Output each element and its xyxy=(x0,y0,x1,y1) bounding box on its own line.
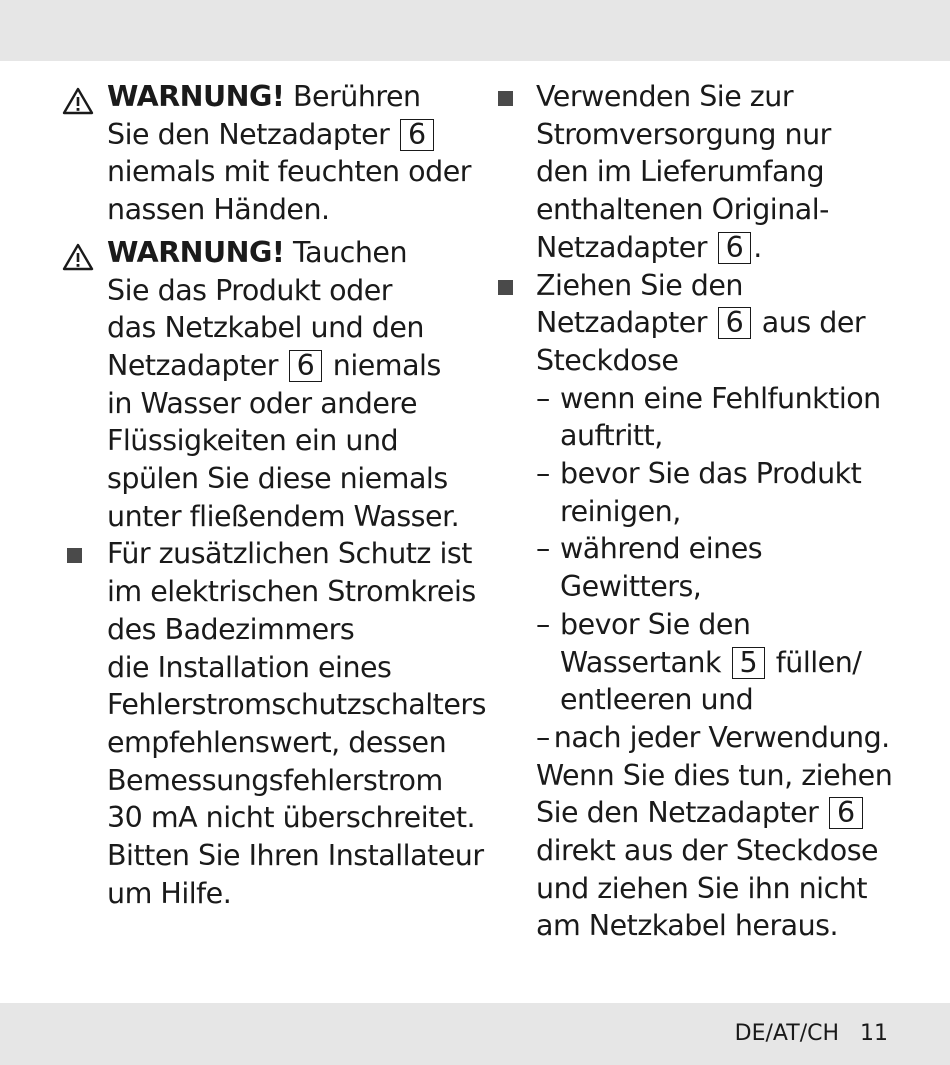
text-line: unter fließendem Wasser. xyxy=(107,499,460,533)
dash-marker: – xyxy=(536,607,550,641)
part-reference: 5 xyxy=(732,647,766,679)
warning-label: WARNUNG! xyxy=(107,235,285,269)
dash-list-item xyxy=(536,606,889,719)
warning-water xyxy=(60,234,460,536)
part-reference: 6 xyxy=(400,119,434,151)
bullet-rcd-protection xyxy=(60,535,486,912)
text-line: in Wasser oder andere xyxy=(107,386,417,420)
dash-list-item xyxy=(536,530,889,605)
text-line: auftritt, xyxy=(560,419,663,453)
warning-label: WARNUNG! xyxy=(107,80,285,113)
text-line: 30 mA nicht überschreitet. xyxy=(107,801,476,835)
text-line: den im Lieferumfang xyxy=(536,155,825,189)
dash-list-item xyxy=(536,380,889,455)
warning-line: WARNUNG! Berühren xyxy=(107,80,421,113)
top-bar xyxy=(0,0,950,61)
warning-line: WARNUNG! Tauchen xyxy=(107,235,408,269)
bullet-original-adapter xyxy=(494,78,889,267)
text-line: entleeren und xyxy=(560,683,754,717)
part-reference: 6 xyxy=(718,307,752,339)
region-code: DE/AT/CH xyxy=(734,1021,840,1046)
bullet-square-icon xyxy=(67,548,82,563)
bullet-square-icon xyxy=(498,91,513,106)
text-line: während eines xyxy=(560,532,763,566)
bullet-unplug-adapter xyxy=(494,267,893,946)
part-reference: 6 xyxy=(829,797,863,829)
text-line: Wassertank 5 füllen/ xyxy=(560,645,862,679)
text-line: Sie den Netzadapter 6 xyxy=(536,794,889,832)
text-line: Flüssigkeiten ein und xyxy=(107,424,399,458)
text-line: um Hilfe. xyxy=(107,876,232,910)
text-line: des Badezimmers xyxy=(107,612,355,646)
text-line: enthaltenen Original- xyxy=(536,193,829,227)
text-line: Steckdose xyxy=(536,343,679,377)
text-line: Sie den Netzadapter 6 xyxy=(107,116,460,154)
text-line: Bitten Sie Ihren Installateur xyxy=(107,839,484,873)
text-line: bevor Sie den xyxy=(560,607,751,641)
part-reference: 6 xyxy=(718,232,752,264)
warning-icon xyxy=(62,243,94,271)
bullet-square-icon xyxy=(498,280,513,295)
text-line: Netzadapter 6 niemals xyxy=(107,348,441,382)
right-column xyxy=(494,78,893,945)
text-line: Verwenden Sie zur xyxy=(536,80,794,113)
text-line: im elektrischen Stromkreis xyxy=(107,575,476,609)
text-line: Wenn Sie dies tun, ziehen xyxy=(536,758,893,792)
text-line: direkt aus der Steckdose xyxy=(536,834,879,868)
dash-marker: – xyxy=(536,457,550,491)
text-line: reinigen, xyxy=(560,494,681,528)
text-line: Sie das Produkt oder xyxy=(107,273,392,307)
text-line: Ziehen Sie den xyxy=(536,268,743,302)
text-line: Netzadapter 6 aus der xyxy=(536,306,866,340)
text-line: Gewitters, xyxy=(560,570,702,604)
text-line: die Installation eines xyxy=(107,650,392,684)
text-line: und ziehen Sie ihn nicht xyxy=(536,871,868,905)
left-column xyxy=(60,78,486,912)
text-line: Für zusätzlichen Schutz ist xyxy=(107,537,472,571)
text-line: das Netzkabel und den xyxy=(107,311,424,345)
text-line: nassen Händen. xyxy=(107,193,330,227)
warning-icon xyxy=(62,87,94,115)
part-reference: 6 xyxy=(289,350,323,382)
dash-marker: – xyxy=(536,532,550,566)
text-line: am Netzkabel heraus. xyxy=(536,909,839,943)
text-line: bevor Sie das Produkt xyxy=(560,457,862,491)
dash-list-item xyxy=(536,455,889,530)
text-line: – nach jeder Verwendung. xyxy=(536,720,890,754)
text-line: Netzadapter 6 . xyxy=(536,230,762,264)
text-line: Fehlerstromschutzschalters xyxy=(107,688,486,722)
text-line: niemals mit feuchten oder xyxy=(107,155,471,189)
warning-wet-hands xyxy=(60,78,471,229)
dash-list-item xyxy=(536,719,889,757)
text-line: wenn eine Fehlfunktion xyxy=(560,381,881,415)
text-line: Bemessungsfehlerstrom xyxy=(107,763,443,797)
text-line: Stromversorgung nur xyxy=(536,117,831,151)
dash-marker: – xyxy=(536,720,550,754)
text-line: spülen Sie diese niemals xyxy=(107,462,448,496)
page-number: 11 xyxy=(860,1021,888,1046)
text-line: empfehlenswert, dessen xyxy=(107,725,447,759)
dash-marker: – xyxy=(536,381,550,415)
page-footer xyxy=(735,1021,888,1047)
